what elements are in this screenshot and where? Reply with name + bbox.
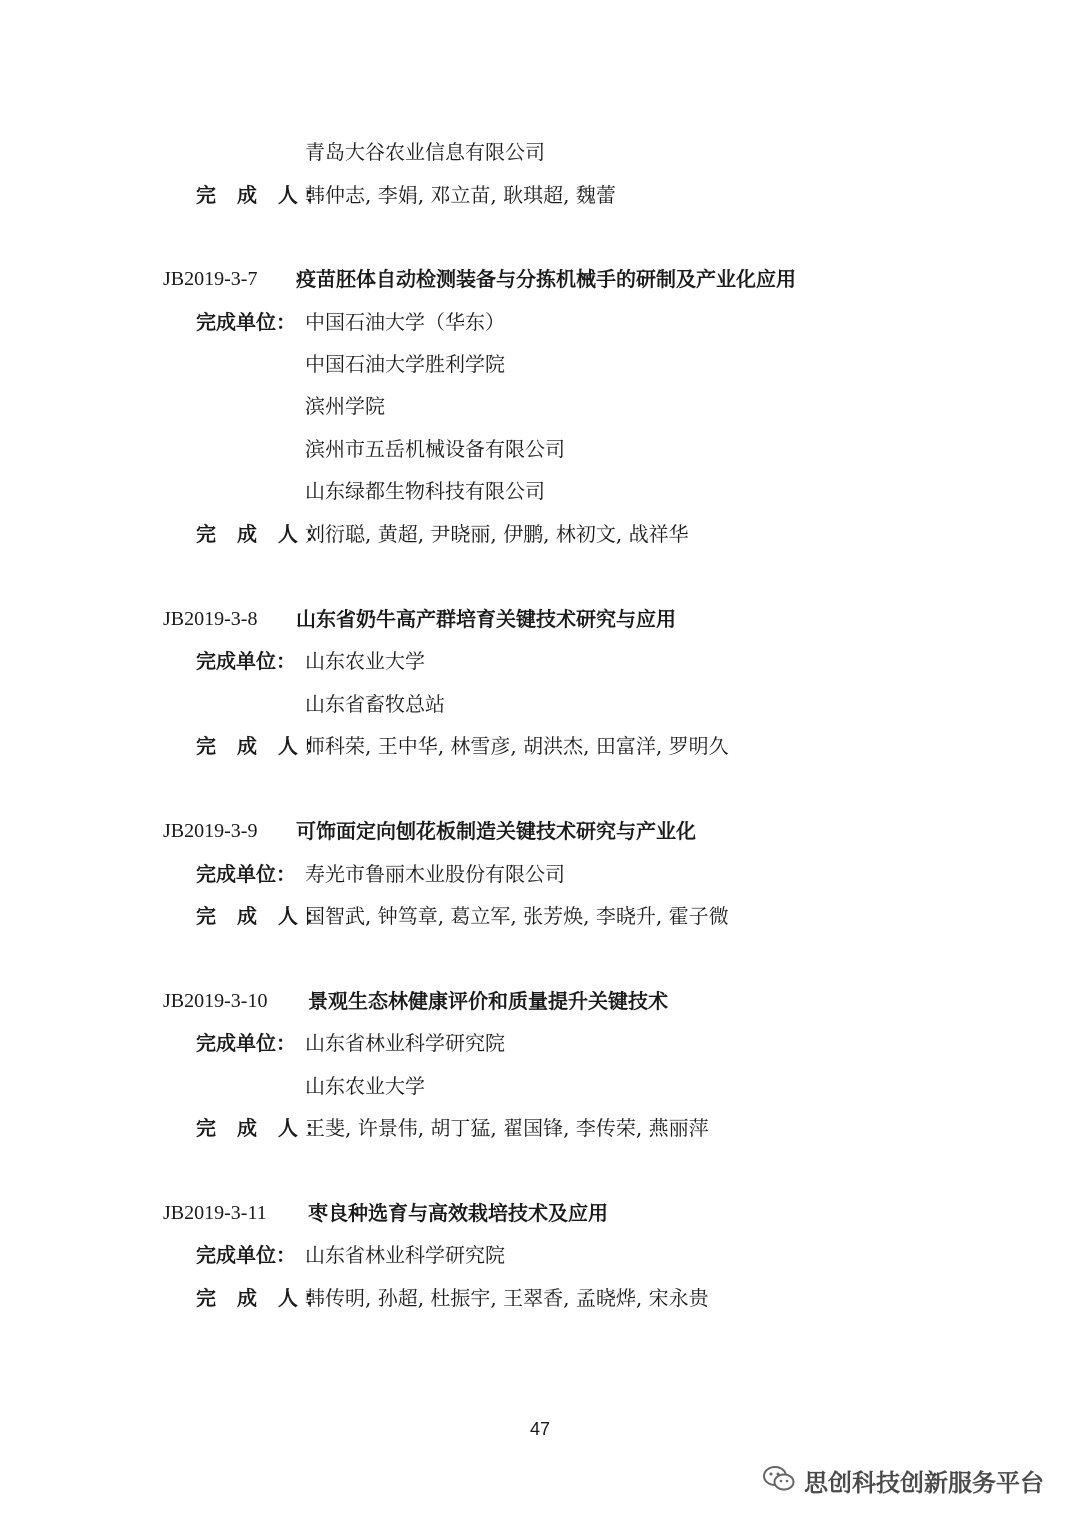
org-label: 完成单位： [196,862,296,886]
org-line: 山东农业大学 [305,1074,425,1098]
entry-title: 疫苗胚体自动检测装备与分拣机械手的研制及产业化应用 [296,267,796,291]
org-line: 山东绿都生物科技有限公司 [305,479,545,503]
people-line: 韩仲志, 李娟, 邓立苗, 耿琪超, 魏蕾 [305,183,616,207]
people-label: 完 成 人： [196,904,332,928]
org-line: 山东省林业科学研究院 [305,1031,505,1055]
entry-code: JB2019-3-9 [163,820,258,842]
entry-code: JB2019-3-7 [163,268,258,290]
people-label: 完 成 人： [196,522,332,546]
people-label: 完 成 人： [196,1116,332,1140]
org-line: 山东省畜牧总站 [305,692,445,716]
page-number: 47 [529,1419,551,1439]
org-label: 完成单位： [196,1243,296,1267]
org-line: 山东省林业科学研究院 [305,1243,505,1267]
org-line: 青岛大谷农业信息有限公司 [305,140,545,164]
entry-code: JB2019-3-11 [163,1202,267,1224]
entry-title: 景观生态林健康评价和质量提升关键技术 [308,989,668,1013]
people-line: 韩传明, 孙超, 杜振宇, 王翠香, 孟晓烨, 宋永贵 [305,1286,709,1310]
people-line: 刘衍聪, 黄超, 尹晓丽, 伊鹏, 林初文, 战祥华 [305,522,689,546]
people-line: 王斐, 许景伟, 胡丁猛, 翟国锋, 李传荣, 燕丽萍 [305,1116,709,1140]
org-line: 中国石油大学（华东） [305,310,505,334]
wechat-icon [762,1465,796,1497]
people-label: 完 成 人： [196,1286,332,1310]
entry-title: 枣良种选育与高效栽培技术及应用 [308,1201,608,1225]
org-line: 滨州学院 [305,394,385,418]
org-line: 滨州市五岳机械设备有限公司 [305,437,565,461]
org-label: 完成单位： [196,310,296,334]
org-label: 完成单位： [196,649,296,673]
entry-code: JB2019-3-8 [163,608,258,630]
people-label: 完 成 人： [196,734,332,758]
people-line: 师科荣, 王中华, 林雪彦, 胡洪杰, 田富洋, 罗明久 [305,734,729,758]
org-line: 寿光市鲁丽木业股份有限公司 [305,862,565,886]
org-line: 山东农业大学 [305,649,425,673]
watermark [762,1463,1044,1498]
entry-title: 可饰面定向刨花板制造关键技术研究与产业化 [296,819,696,843]
watermark-text: 思创科技创新服务平台 [804,1469,1044,1497]
org-label: 完成单位： [196,1031,296,1055]
entry-code: JB2019-3-10 [163,990,268,1012]
org-line: 中国石油大学胜利学院 [305,352,505,376]
people-label: 完 成 人： [196,183,332,207]
entry-title: 山东省奶牛高产群培育关键技术研究与应用 [296,607,676,631]
people-line: 国智武, 钟笃章, 葛立军, 张芳焕, 李晓升, 霍子微 [305,904,729,928]
